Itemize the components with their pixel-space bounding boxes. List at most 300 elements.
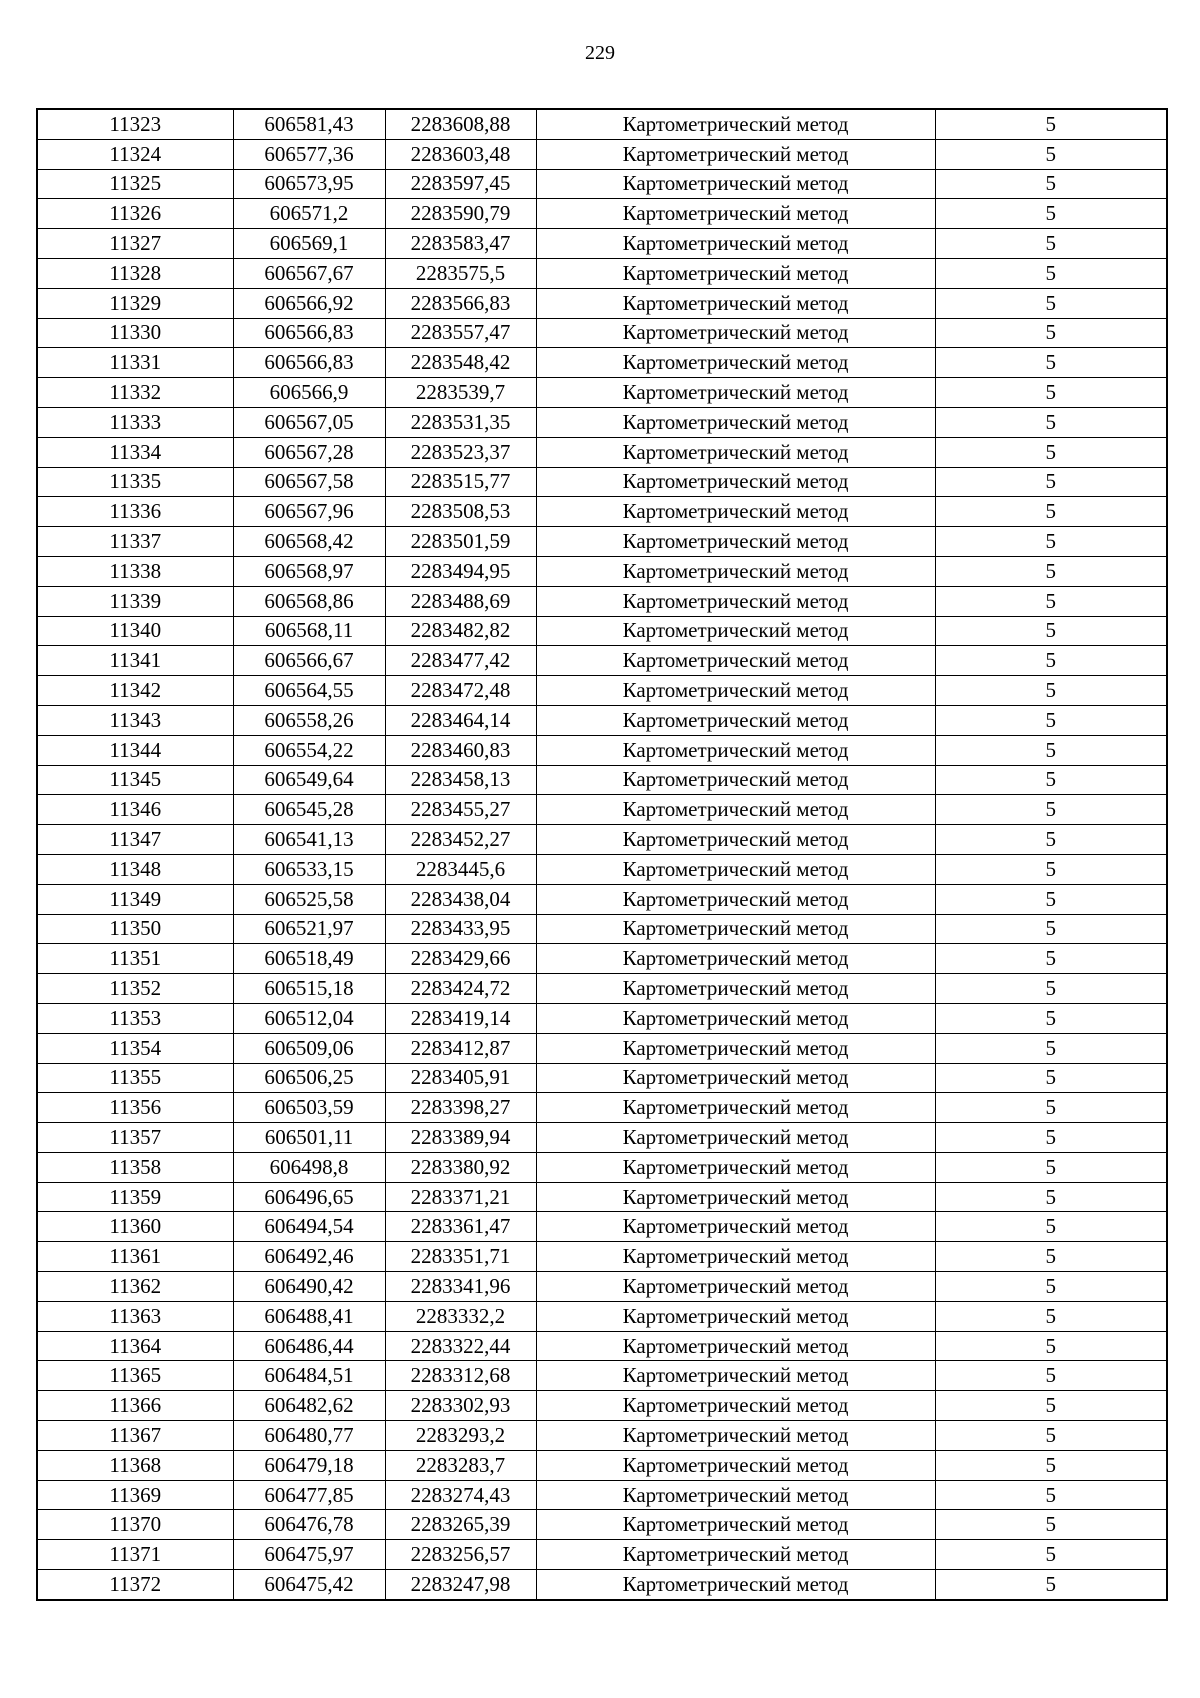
- table-row: [37, 1570, 1167, 1600]
- x-coordinate-cell: 606566,67: [233, 646, 385, 676]
- page-number: 229: [585, 42, 615, 64]
- accuracy-cell: 5: [935, 1212, 1167, 1242]
- table-row: [37, 1421, 1167, 1451]
- table-row: [37, 1272, 1167, 1302]
- method-cell: Картометрический метод: [536, 825, 935, 855]
- y-coordinate-cell: 2283398,27: [385, 1093, 536, 1123]
- y-coordinate-cell: 2283438,04: [385, 884, 536, 914]
- table-row: [37, 378, 1167, 408]
- accuracy-cell: 5: [935, 735, 1167, 765]
- accuracy-cell: 5: [935, 437, 1167, 467]
- y-coordinate-cell: 2283361,47: [385, 1212, 536, 1242]
- method-cell: Картометрический метод: [536, 1152, 935, 1182]
- x-coordinate-cell: 606541,13: [233, 825, 385, 855]
- accuracy-cell: 5: [935, 1063, 1167, 1093]
- method-cell: Картометрический метод: [536, 735, 935, 765]
- table-row: [37, 199, 1167, 229]
- accuracy-cell: 5: [935, 1033, 1167, 1063]
- accuracy-cell: 5: [935, 914, 1167, 944]
- method-cell: Картометрический метод: [536, 1331, 935, 1361]
- table-row: [37, 467, 1167, 497]
- point-number-cell: 11347: [37, 825, 233, 855]
- method-cell: Картометрический метод: [536, 646, 935, 676]
- method-cell: Картометрический метод: [536, 1361, 935, 1391]
- method-cell: Картометрический метод: [536, 318, 935, 348]
- point-number-cell: 11323: [37, 109, 233, 139]
- point-number-cell: 11327: [37, 229, 233, 259]
- method-cell: Картометрический метод: [536, 765, 935, 795]
- x-coordinate-cell: 606567,05: [233, 407, 385, 437]
- method-cell: Картометрический метод: [536, 944, 935, 974]
- x-coordinate-cell: 606564,55: [233, 676, 385, 706]
- point-number-cell: 11333: [37, 407, 233, 437]
- y-coordinate-cell: 2283265,39: [385, 1510, 536, 1540]
- point-number-cell: 11335: [37, 467, 233, 497]
- accuracy-cell: 5: [935, 1301, 1167, 1331]
- x-coordinate-cell: 606568,86: [233, 586, 385, 616]
- table-row: [37, 258, 1167, 288]
- y-coordinate-cell: 2283557,47: [385, 318, 536, 348]
- table-row: [37, 795, 1167, 825]
- table-row: [37, 1182, 1167, 1212]
- y-coordinate-cell: 2283302,93: [385, 1391, 536, 1421]
- y-coordinate-cell: 2283412,87: [385, 1033, 536, 1063]
- accuracy-cell: 5: [935, 1391, 1167, 1421]
- method-cell: Картометрический метод: [536, 109, 935, 139]
- y-coordinate-cell: 2283445,6: [385, 854, 536, 884]
- point-number-cell: 11356: [37, 1093, 233, 1123]
- method-cell: Картометрический метод: [536, 467, 935, 497]
- y-coordinate-cell: 2283464,14: [385, 705, 536, 735]
- accuracy-cell: 5: [935, 169, 1167, 199]
- accuracy-cell: 5: [935, 974, 1167, 1004]
- x-coordinate-cell: 606545,28: [233, 795, 385, 825]
- y-coordinate-cell: 2283523,37: [385, 437, 536, 467]
- method-cell: Картометрический метод: [536, 884, 935, 914]
- accuracy-cell: 5: [935, 1003, 1167, 1033]
- y-coordinate-cell: 2283597,45: [385, 169, 536, 199]
- y-coordinate-cell: 2283419,14: [385, 1003, 536, 1033]
- y-coordinate-cell: 2283508,53: [385, 497, 536, 527]
- method-cell: Картометрический метод: [536, 1212, 935, 1242]
- x-coordinate-cell: 606506,25: [233, 1063, 385, 1093]
- table-row: [37, 646, 1167, 676]
- point-number-cell: 11334: [37, 437, 233, 467]
- accuracy-cell: 5: [935, 1540, 1167, 1570]
- point-number-cell: 11349: [37, 884, 233, 914]
- table-row: [37, 527, 1167, 557]
- coordinates-table-body: [37, 109, 1167, 1600]
- point-number-cell: 11369: [37, 1480, 233, 1510]
- method-cell: Картометрический метод: [536, 139, 935, 169]
- x-coordinate-cell: 606484,51: [233, 1361, 385, 1391]
- accuracy-cell: 5: [935, 646, 1167, 676]
- point-number-cell: 11348: [37, 854, 233, 884]
- x-coordinate-cell: 606566,83: [233, 348, 385, 378]
- table-row: [37, 1510, 1167, 1540]
- x-coordinate-cell: 606509,06: [233, 1033, 385, 1063]
- accuracy-cell: 5: [935, 1480, 1167, 1510]
- y-coordinate-cell: 2283283,7: [385, 1450, 536, 1480]
- table-row: [37, 318, 1167, 348]
- x-coordinate-cell: 606577,36: [233, 139, 385, 169]
- table-row: [37, 825, 1167, 855]
- y-coordinate-cell: 2283274,43: [385, 1480, 536, 1510]
- x-coordinate-cell: 606490,42: [233, 1272, 385, 1302]
- table-row: [37, 1480, 1167, 1510]
- x-coordinate-cell: 606549,64: [233, 765, 385, 795]
- point-number-cell: 11339: [37, 586, 233, 616]
- accuracy-cell: 5: [935, 1093, 1167, 1123]
- x-coordinate-cell: 606477,85: [233, 1480, 385, 1510]
- method-cell: Картометрический метод: [536, 288, 935, 318]
- point-number-cell: 11350: [37, 914, 233, 944]
- point-number-cell: 11332: [37, 378, 233, 408]
- table-row: [37, 407, 1167, 437]
- x-coordinate-cell: 606533,15: [233, 854, 385, 884]
- table-row: [37, 1093, 1167, 1123]
- accuracy-cell: 5: [935, 556, 1167, 586]
- method-cell: Картометрический метод: [536, 1033, 935, 1063]
- x-coordinate-cell: 606482,62: [233, 1391, 385, 1421]
- x-coordinate-cell: 606566,92: [233, 288, 385, 318]
- table-row: [37, 914, 1167, 944]
- y-coordinate-cell: 2283590,79: [385, 199, 536, 229]
- point-number-cell: 11342: [37, 676, 233, 706]
- method-cell: Картометрический метод: [536, 556, 935, 586]
- y-coordinate-cell: 2283332,2: [385, 1301, 536, 1331]
- table-row: [37, 1540, 1167, 1570]
- method-cell: Картометрический метод: [536, 1093, 935, 1123]
- accuracy-cell: 5: [935, 258, 1167, 288]
- accuracy-cell: 5: [935, 1242, 1167, 1272]
- method-cell: Картометрический метод: [536, 1272, 935, 1302]
- point-number-cell: 11353: [37, 1003, 233, 1033]
- x-coordinate-cell: 606475,42: [233, 1570, 385, 1600]
- accuracy-cell: 5: [935, 318, 1167, 348]
- accuracy-cell: 5: [935, 795, 1167, 825]
- method-cell: Картометрический метод: [536, 1480, 935, 1510]
- x-coordinate-cell: 606581,43: [233, 109, 385, 139]
- table-row: [37, 676, 1167, 706]
- accuracy-cell: 5: [935, 705, 1167, 735]
- table-row: [37, 586, 1167, 616]
- table-row: [37, 109, 1167, 139]
- method-cell: Картометрический метод: [536, 1003, 935, 1033]
- method-cell: Картометрический метод: [536, 1510, 935, 1540]
- x-coordinate-cell: 606518,49: [233, 944, 385, 974]
- x-coordinate-cell: 606566,9: [233, 378, 385, 408]
- method-cell: Картометрический метод: [536, 1063, 935, 1093]
- y-coordinate-cell: 2283433,95: [385, 914, 536, 944]
- point-number-cell: 11358: [37, 1152, 233, 1182]
- method-cell: Картометрический метод: [536, 1123, 935, 1153]
- x-coordinate-cell: 606573,95: [233, 169, 385, 199]
- table-row: [37, 288, 1167, 318]
- y-coordinate-cell: 2283371,21: [385, 1182, 536, 1212]
- x-coordinate-cell: 606476,78: [233, 1510, 385, 1540]
- x-coordinate-cell: 606571,2: [233, 199, 385, 229]
- accuracy-cell: 5: [935, 1182, 1167, 1212]
- method-cell: Картометрический метод: [536, 229, 935, 259]
- accuracy-cell: 5: [935, 199, 1167, 229]
- accuracy-cell: 5: [935, 586, 1167, 616]
- method-cell: Картометрический метод: [536, 1421, 935, 1451]
- method-cell: Картометрический метод: [536, 1242, 935, 1272]
- table-row: [37, 1331, 1167, 1361]
- table-row: [37, 497, 1167, 527]
- point-number-cell: 11336: [37, 497, 233, 527]
- point-number-cell: 11328: [37, 258, 233, 288]
- x-coordinate-cell: 606525,58: [233, 884, 385, 914]
- y-coordinate-cell: 2283341,96: [385, 1272, 536, 1302]
- accuracy-cell: 5: [935, 944, 1167, 974]
- x-coordinate-cell: 606567,28: [233, 437, 385, 467]
- point-number-cell: 11360: [37, 1212, 233, 1242]
- accuracy-cell: 5: [935, 1331, 1167, 1361]
- accuracy-cell: 5: [935, 497, 1167, 527]
- point-number-cell: 11365: [37, 1361, 233, 1391]
- method-cell: Картометрический метод: [536, 795, 935, 825]
- y-coordinate-cell: 2283312,68: [385, 1361, 536, 1391]
- point-number-cell: 11370: [37, 1510, 233, 1540]
- accuracy-cell: 5: [935, 109, 1167, 139]
- y-coordinate-cell: 2283389,94: [385, 1123, 536, 1153]
- point-number-cell: 11357: [37, 1123, 233, 1153]
- point-number-cell: 11326: [37, 199, 233, 229]
- x-coordinate-cell: 606488,41: [233, 1301, 385, 1331]
- method-cell: Картометрический метод: [536, 705, 935, 735]
- method-cell: Картометрический метод: [536, 914, 935, 944]
- accuracy-cell: 5: [935, 139, 1167, 169]
- method-cell: Картометрический метод: [536, 527, 935, 557]
- y-coordinate-cell: 2283608,88: [385, 109, 536, 139]
- accuracy-cell: 5: [935, 1361, 1167, 1391]
- point-number-cell: 11337: [37, 527, 233, 557]
- y-coordinate-cell: 2283477,42: [385, 646, 536, 676]
- y-coordinate-cell: 2283429,66: [385, 944, 536, 974]
- x-coordinate-cell: 606521,97: [233, 914, 385, 944]
- y-coordinate-cell: 2283458,13: [385, 765, 536, 795]
- table-row: [37, 348, 1167, 378]
- accuracy-cell: 5: [935, 1152, 1167, 1182]
- method-cell: Картометрический метод: [536, 616, 935, 646]
- point-number-cell: 11363: [37, 1301, 233, 1331]
- coordinates-table: [36, 108, 1168, 1601]
- method-cell: Картометрический метод: [536, 974, 935, 1004]
- table-row: [37, 1003, 1167, 1033]
- accuracy-cell: 5: [935, 467, 1167, 497]
- table-row: [37, 765, 1167, 795]
- point-number-cell: 11329: [37, 288, 233, 318]
- y-coordinate-cell: 2283583,47: [385, 229, 536, 259]
- point-number-cell: 11345: [37, 765, 233, 795]
- table-row: [37, 1123, 1167, 1153]
- y-coordinate-cell: 2283424,72: [385, 974, 536, 1004]
- y-coordinate-cell: 2283380,92: [385, 1152, 536, 1182]
- x-coordinate-cell: 606558,26: [233, 705, 385, 735]
- accuracy-cell: 5: [935, 825, 1167, 855]
- method-cell: Картометрический метод: [536, 1391, 935, 1421]
- table-row: [37, 169, 1167, 199]
- method-cell: Картометрический метод: [536, 1570, 935, 1600]
- y-coordinate-cell: 2283603,48: [385, 139, 536, 169]
- table-row: [37, 1152, 1167, 1182]
- x-coordinate-cell: 606567,67: [233, 258, 385, 288]
- x-coordinate-cell: 606554,22: [233, 735, 385, 765]
- x-coordinate-cell: 606567,96: [233, 497, 385, 527]
- x-coordinate-cell: 606480,77: [233, 1421, 385, 1451]
- accuracy-cell: 5: [935, 616, 1167, 646]
- y-coordinate-cell: 2283247,98: [385, 1570, 536, 1600]
- point-number-cell: 11331: [37, 348, 233, 378]
- y-coordinate-cell: 2283494,95: [385, 556, 536, 586]
- x-coordinate-cell: 606568,11: [233, 616, 385, 646]
- accuracy-cell: 5: [935, 765, 1167, 795]
- y-coordinate-cell: 2283455,27: [385, 795, 536, 825]
- accuracy-cell: 5: [935, 407, 1167, 437]
- x-coordinate-cell: 606494,54: [233, 1212, 385, 1242]
- point-number-cell: 11368: [37, 1450, 233, 1480]
- table-row: [37, 437, 1167, 467]
- accuracy-cell: 5: [935, 1123, 1167, 1153]
- table-row: [37, 1212, 1167, 1242]
- method-cell: Картометрический метод: [536, 169, 935, 199]
- point-number-cell: 11325: [37, 169, 233, 199]
- y-coordinate-cell: 2283405,91: [385, 1063, 536, 1093]
- table-row: [37, 1391, 1167, 1421]
- table-row: [37, 1242, 1167, 1272]
- table-row: [37, 1450, 1167, 1480]
- table-row: [37, 705, 1167, 735]
- method-cell: Картометрический метод: [536, 1540, 935, 1570]
- point-number-cell: 11343: [37, 705, 233, 735]
- table-row: [37, 944, 1167, 974]
- y-coordinate-cell: 2283515,77: [385, 467, 536, 497]
- point-number-cell: 11371: [37, 1540, 233, 1570]
- x-coordinate-cell: 606475,97: [233, 1540, 385, 1570]
- method-cell: Картометрический метод: [536, 407, 935, 437]
- y-coordinate-cell: 2283351,71: [385, 1242, 536, 1272]
- y-coordinate-cell: 2283472,48: [385, 676, 536, 706]
- x-coordinate-cell: 606479,18: [233, 1450, 385, 1480]
- method-cell: Картометрический метод: [536, 437, 935, 467]
- x-coordinate-cell: 606568,97: [233, 556, 385, 586]
- table-row: [37, 556, 1167, 586]
- point-number-cell: 11367: [37, 1421, 233, 1451]
- method-cell: Картометрический метод: [536, 199, 935, 229]
- accuracy-cell: 5: [935, 378, 1167, 408]
- y-coordinate-cell: 2283488,69: [385, 586, 536, 616]
- accuracy-cell: 5: [935, 1510, 1167, 1540]
- method-cell: Картометрический метод: [536, 1182, 935, 1212]
- x-coordinate-cell: 606496,65: [233, 1182, 385, 1212]
- method-cell: Картометрический метод: [536, 497, 935, 527]
- y-coordinate-cell: 2283256,57: [385, 1540, 536, 1570]
- point-number-cell: 11340: [37, 616, 233, 646]
- x-coordinate-cell: 606515,18: [233, 974, 385, 1004]
- method-cell: Картометрический метод: [536, 1450, 935, 1480]
- accuracy-cell: 5: [935, 348, 1167, 378]
- y-coordinate-cell: 2283548,42: [385, 348, 536, 378]
- x-coordinate-cell: 606569,1: [233, 229, 385, 259]
- table-row: [37, 229, 1167, 259]
- accuracy-cell: 5: [935, 229, 1167, 259]
- point-number-cell: 11355: [37, 1063, 233, 1093]
- table-row: [37, 1033, 1167, 1063]
- y-coordinate-cell: 2283293,2: [385, 1421, 536, 1451]
- accuracy-cell: 5: [935, 884, 1167, 914]
- table-row: [37, 974, 1167, 1004]
- y-coordinate-cell: 2283482,82: [385, 616, 536, 646]
- y-coordinate-cell: 2283575,5: [385, 258, 536, 288]
- point-number-cell: 11372: [37, 1570, 233, 1600]
- table-row: [37, 616, 1167, 646]
- y-coordinate-cell: 2283531,35: [385, 407, 536, 437]
- accuracy-cell: 5: [935, 1570, 1167, 1600]
- table-row: [37, 1361, 1167, 1391]
- point-number-cell: 11338: [37, 556, 233, 586]
- accuracy-cell: 5: [935, 527, 1167, 557]
- y-coordinate-cell: 2283539,7: [385, 378, 536, 408]
- accuracy-cell: 5: [935, 1272, 1167, 1302]
- accuracy-cell: 5: [935, 854, 1167, 884]
- point-number-cell: 11344: [37, 735, 233, 765]
- y-coordinate-cell: 2283501,59: [385, 527, 536, 557]
- accuracy-cell: 5: [935, 288, 1167, 318]
- x-coordinate-cell: 606492,46: [233, 1242, 385, 1272]
- table-row: [37, 139, 1167, 169]
- point-number-cell: 11341: [37, 646, 233, 676]
- point-number-cell: 11330: [37, 318, 233, 348]
- table-row: [37, 1063, 1167, 1093]
- x-coordinate-cell: 606568,42: [233, 527, 385, 557]
- point-number-cell: 11361: [37, 1242, 233, 1272]
- method-cell: Картометрический метод: [536, 378, 935, 408]
- point-number-cell: 11324: [37, 139, 233, 169]
- method-cell: Картометрический метод: [536, 1301, 935, 1331]
- method-cell: Картометрический метод: [536, 676, 935, 706]
- x-coordinate-cell: 606567,58: [233, 467, 385, 497]
- method-cell: Картометрический метод: [536, 258, 935, 288]
- method-cell: Картометрический метод: [536, 348, 935, 378]
- point-number-cell: 11352: [37, 974, 233, 1004]
- x-coordinate-cell: 606566,83: [233, 318, 385, 348]
- y-coordinate-cell: 2283566,83: [385, 288, 536, 318]
- point-number-cell: 11346: [37, 795, 233, 825]
- point-number-cell: 11362: [37, 1272, 233, 1302]
- table-row: [37, 735, 1167, 765]
- y-coordinate-cell: 2283322,44: [385, 1331, 536, 1361]
- x-coordinate-cell: 606498,8: [233, 1152, 385, 1182]
- table-row: [37, 884, 1167, 914]
- table-row: [37, 854, 1167, 884]
- accuracy-cell: 5: [935, 1421, 1167, 1451]
- method-cell: Картометрический метод: [536, 586, 935, 616]
- table-row: [37, 1301, 1167, 1331]
- point-number-cell: 11364: [37, 1331, 233, 1361]
- method-cell: Картометрический метод: [536, 854, 935, 884]
- point-number-cell: 11354: [37, 1033, 233, 1063]
- x-coordinate-cell: 606503,59: [233, 1093, 385, 1123]
- accuracy-cell: 5: [935, 1450, 1167, 1480]
- x-coordinate-cell: 606486,44: [233, 1331, 385, 1361]
- x-coordinate-cell: 606501,11: [233, 1123, 385, 1153]
- accuracy-cell: 5: [935, 676, 1167, 706]
- x-coordinate-cell: 606512,04: [233, 1003, 385, 1033]
- y-coordinate-cell: 2283452,27: [385, 825, 536, 855]
- point-number-cell: 11366: [37, 1391, 233, 1421]
